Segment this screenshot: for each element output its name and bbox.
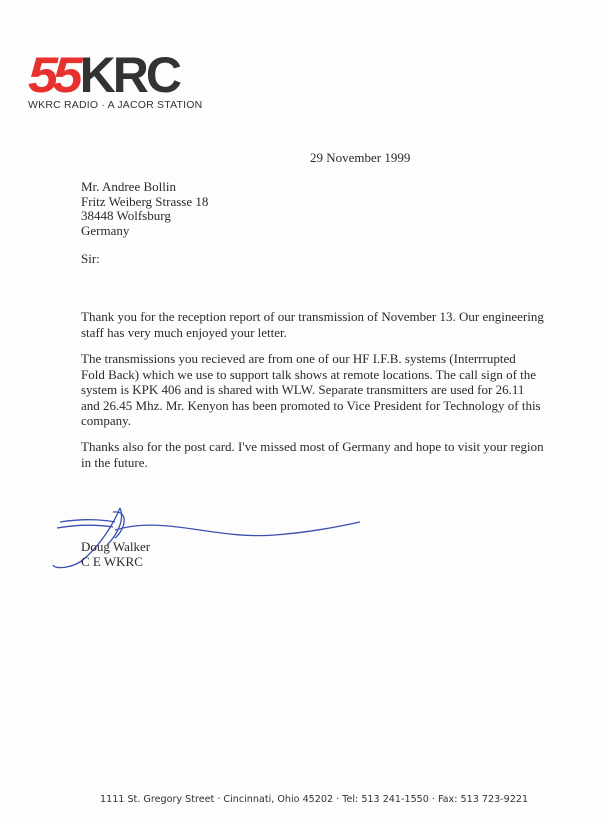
paragraph-line: Thanks also for the post card. I've missed most of Germany and hope to visit your region — [81, 439, 544, 454]
paragraph-line: and 26.45 Mhz. Mr. Kenyon has been promoted to Vice President for Technology of this — [81, 398, 541, 413]
paragraph-line: company. — [81, 413, 132, 428]
paragraph-line: system is KPK 406 and is shared with WLW. Separate transmitters are used for 26.11 — [81, 382, 525, 397]
paragraph-line: Fold Back) which we use to support talk shows at remote locations. The call sign of the — [81, 367, 537, 382]
signer-title: C E WKRC — [81, 554, 143, 569]
recipient-line: Germany — [81, 223, 130, 238]
paragraph-line: Thank you for the reception report of our transmission of November 13. Our engineering — [81, 309, 544, 324]
salutation: Sir: — [81, 251, 100, 266]
paragraph-line: The transmissions you recieved are from one of our HF I.F.B. systems (Interrrupted — [81, 351, 516, 366]
logo-number: 55 — [28, 47, 78, 103]
recipient-line: Mr. Andree Bollin — [81, 179, 176, 194]
signer-name: Doug Walker — [81, 539, 151, 554]
paragraph-line: staff has very much enjoyed your letter. — [81, 325, 287, 340]
recipient-line: 38448 Wolfsburg — [81, 208, 171, 223]
paragraph-line: in the future. — [81, 455, 148, 470]
station-logo — [28, 47, 179, 103]
recipient-line: Fritz Weiberg Strasse 18 — [81, 194, 209, 209]
logo-call-letters: KRC — [79, 47, 179, 103]
letter-date: 29 November 1999 — [310, 150, 411, 165]
logo-tagline: WKRC RADIO · A JACOR STATION — [28, 99, 203, 111]
letterhead-footer-address: 1111 St. Gregory Street · Cincinnati, Ohio 45202 · Tel: 513 241-1550 · Fax: 513 723-9221 — [100, 794, 529, 805]
